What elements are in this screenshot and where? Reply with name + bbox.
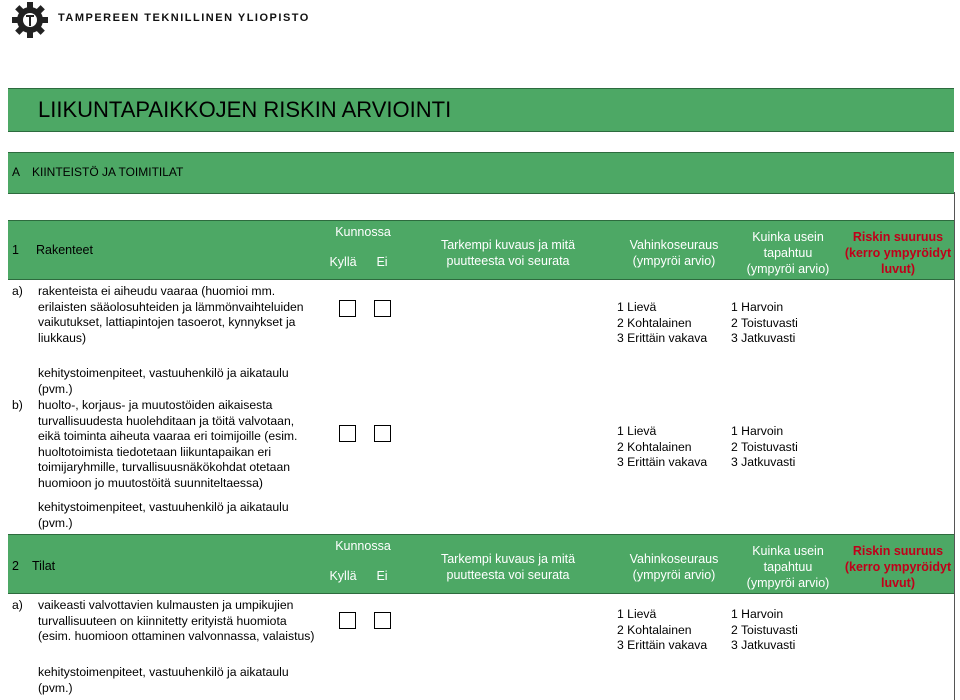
ei-checkbox[interactable] [374,425,391,442]
col-kuinka-line2: tapahtuu [763,246,813,260]
frequency-option-2[interactable]: 2 Toistuvasti [731,439,798,454]
col-riski-line2: (kerro ympyröidyt [844,560,952,574]
col-kunnossa: Kunnossa [335,225,391,239]
col-vahinko-line1: Vahinkoseuraus [629,238,719,252]
col-riski-line2: (kerro ympyröidyt [844,246,952,260]
col-kuvaus-line1: Tarkempi kuvaus ja mitä [440,238,576,252]
item-letter: a) [12,598,23,612]
development-actions-label: kehitystoimenpiteet, vastuuhenkilö ja aikataulu (pvm.) [38,366,289,396]
severity-option-2[interactable]: 2 Kohtalainen [617,315,692,330]
col-kylla: Kyllä [329,255,357,269]
section-letter: A [12,165,21,179]
table-header-2 [8,534,954,594]
kylla-checkbox[interactable] [339,612,356,629]
col-riski-line3: luvut) [880,262,916,276]
severity-option-3[interactable]: 3 Erittäin vakava [617,455,708,470]
col-vahinko-line2: (ympyröi arvio) [632,254,716,268]
section-band [8,152,954,194]
institution-name: TAMPEREEN TEKNILLINEN YLIOPISTO [58,12,310,24]
severity-option-1[interactable]: 1 Lievä [617,300,657,314]
severity-option-2[interactable]: 2 Kohtalainen [617,622,692,637]
kylla-checkbox[interactable] [339,300,356,317]
col-riski-line3: luvut) [880,576,916,590]
severity-option-3[interactable]: 3 Erittäin vakava [617,331,708,346]
kylla-checkbox[interactable] [339,425,356,442]
frequency-option-2[interactable]: 2 Toistuvasti [731,622,798,637]
col-riski-line1: Riskin suuruus [852,544,944,558]
severity-option-2[interactable]: 2 Kohtalainen [617,439,692,454]
table-right-border [954,192,955,700]
frequency-option-1[interactable]: 1 Harvoin [731,424,784,438]
item-letter: b) [12,398,23,412]
item-description: rakenteista ei aiheudu vaaraa (huomioi mm. erilaisten sääolosuhteiden ja lämmönvaihteluiden vaikutukset, lattiapintojen tasoerot, kynnykset ja liukkaus) [38,284,304,345]
col-kuinka-line3: (ympyröi arvio) [746,262,830,276]
col-kylla: Kyllä [329,569,357,583]
item-description: vaikeasti valvottavien kulmausten ja umpikujien turvallisuuteen on kiinnitetty erityistä huomiota (esim. huomioon ottaminen valvonnassa, valaistus) [38,598,315,644]
col-kunnossa: Kunnossa [335,539,391,553]
col-kuinka-line1: Kuinka usein [752,544,824,558]
frequency-scale [731,607,798,654]
severity-scale [617,424,707,471]
tut-gear-logo [10,2,54,38]
development-actions-label: kehitystoimenpiteet, vastuuhenkilö ja aikataulu (pvm.) [38,500,289,530]
severity-scale [617,300,707,347]
col-kuvaus-line1: Tarkempi kuvaus ja mitä [440,552,576,566]
group-name: Tilat [32,559,56,573]
col-ei: Ei [376,569,388,583]
frequency-option-3[interactable]: 3 Jatkuvasti [731,638,796,653]
frequency-option-3[interactable]: 3 Jatkuvasti [731,331,796,346]
col-kuvaus-line2: puutteesta voi seurata [446,568,570,582]
severity-option-1[interactable]: 1 Lievä [617,607,657,621]
development-actions-label: kehitystoimenpiteet, vastuuhenkilö ja aikataulu (pvm.) [38,665,289,695]
group-number: 1 [12,243,19,257]
item-letter: a) [12,284,23,298]
col-kuinka-line2: tapahtuu [763,560,813,574]
section-name: KIINTEISTÖ JA TOIMITILAT [32,165,184,179]
frequency-scale [731,300,798,347]
page-title: LIIKUNTAPAIKKOJEN RISKIN ARVIOINTI [38,97,452,122]
col-riski-line1: Riskin suuruus [852,230,944,244]
group-number: 2 [12,559,19,573]
ei-checkbox[interactable] [374,612,391,629]
severity-scale [617,607,707,654]
col-kuvaus-line2: puutteesta voi seurata [446,254,570,268]
col-vahinko-line1: Vahinkoseuraus [629,552,719,566]
table-header-1 [8,220,954,280]
group-name: Rakenteet [36,243,93,257]
severity-option-1[interactable]: 1 Lievä [617,424,657,438]
col-ei: Ei [376,255,388,269]
item-description: huolto-, korjaus- ja muutostöiden aikaisesta turvallisuudesta huolehditaan ja töitä valvotaan, eikä toiminta aiheuta vaaraa eri toimijoille (esim. huoltotoimista tiedotetaan liikuntapaikan eri toimijaryhmille, turvallisuusnäkökohdat otetaan huomioon jo muutostöitä suunniteltaessa) [38,398,298,490]
col-vahinko-line2: (ympyröi arvio) [632,568,716,582]
ei-checkbox[interactable] [374,300,391,317]
col-kuinka-line3: (ympyröi arvio) [746,576,830,590]
frequency-option-1[interactable]: 1 Harvoin [731,300,784,314]
col-kuinka-line1: Kuinka usein [752,230,824,244]
severity-option-3[interactable]: 3 Erittäin vakava [617,638,708,653]
frequency-option-3[interactable]: 3 Jatkuvasti [731,455,796,470]
frequency-scale [731,424,798,471]
frequency-option-2[interactable]: 2 Toistuvasti [731,315,798,330]
frequency-option-1[interactable]: 1 Harvoin [731,607,784,621]
title-band [8,88,954,132]
